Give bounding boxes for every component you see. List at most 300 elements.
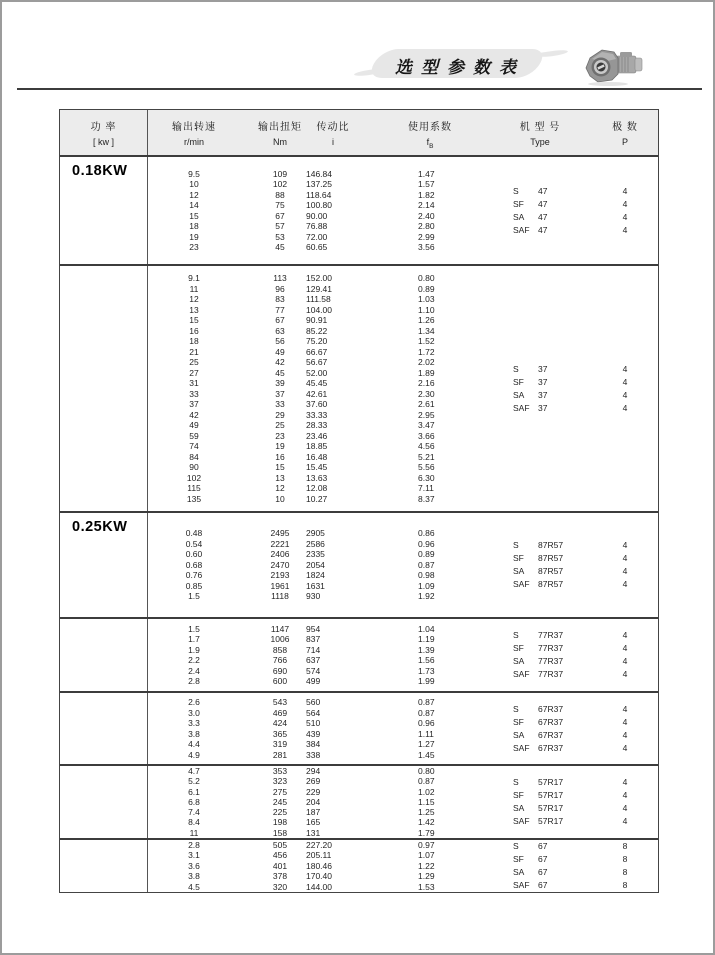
- model-size: 77R37: [538, 669, 564, 679]
- output-speed-value: 21: [189, 346, 199, 357]
- output-speed-value: 31: [189, 378, 199, 388]
- output-speed-value: 4.5: [188, 881, 200, 892]
- output-torque-value: 25: [275, 420, 285, 430]
- model-prefix: SA: [513, 389, 525, 400]
- ratio-value: 37.60: [306, 399, 328, 409]
- power-section-label: 0.25KW: [72, 519, 128, 535]
- output-speed-value: 25: [189, 357, 199, 367]
- poles-value: 8: [622, 880, 628, 890]
- model-size: 57R17: [538, 816, 564, 826]
- model-prefix: S: [513, 703, 519, 714]
- table-block: [60, 764, 658, 838]
- service-factor-value: 1.19: [418, 634, 435, 644]
- service-factor-value: 3.47: [418, 420, 435, 430]
- ratio-value: 28.33: [306, 420, 328, 430]
- output-torque-value: 2495: [270, 528, 290, 539]
- model-size: 37: [538, 376, 548, 387]
- title-banner: [360, 46, 560, 82]
- output-speed-value: 0.54: [185, 538, 203, 549]
- output-torque-value: 12: [275, 483, 285, 493]
- output-speed-value: 0.85: [185, 580, 203, 591]
- model-prefix: S: [513, 777, 519, 787]
- model-row: [513, 539, 653, 552]
- output-speed-value: 8.4: [188, 817, 200, 828]
- power-cell: [60, 693, 148, 764]
- model-row: [513, 185, 653, 198]
- output-speed-value: 84: [189, 451, 199, 462]
- model-size: 47: [538, 224, 548, 235]
- output-speed-value: 15: [189, 315, 199, 325]
- ratio-value: 152.00: [306, 273, 332, 283]
- ratio-value: 18.85: [306, 441, 328, 451]
- service-factor-value: 0.87: [418, 707, 435, 718]
- ratio-value: 954: [306, 623, 321, 634]
- service-factor-value: 2.61: [418, 399, 435, 409]
- ratio-value: 72.00: [306, 231, 328, 242]
- model-row: [513, 565, 653, 578]
- ratio-value: 56.67: [306, 357, 328, 367]
- model-row: [513, 879, 653, 892]
- output-torque-value: 2470: [270, 559, 290, 570]
- poles-value: 4: [622, 566, 628, 576]
- output-speed-value: 4.7: [188, 766, 200, 777]
- output-torque-value: 158: [272, 827, 288, 838]
- table-body: [60, 157, 658, 892]
- ratio-value: 837: [306, 634, 321, 644]
- poles-value: 8: [622, 867, 628, 877]
- output-torque-value: 1961: [270, 580, 290, 591]
- output-torque-value: 323: [272, 776, 288, 787]
- output-speed-value: 0.76: [185, 570, 203, 581]
- ratio-value: 560: [306, 697, 321, 707]
- output-torque-value: 67: [275, 315, 285, 325]
- service-factor-value: 0.87: [418, 559, 435, 570]
- ratio-value: 66.67: [306, 346, 328, 357]
- table-block: [60, 157, 658, 264]
- service-factor-value: 1.99: [418, 676, 435, 686]
- ratio-value: 10.27: [306, 493, 328, 504]
- ratio-value: 85.22: [306, 325, 328, 336]
- model-prefix: S: [513, 185, 519, 196]
- poles-value: 8: [622, 854, 628, 864]
- output-torque-value: 858: [272, 644, 288, 655]
- output-torque-value: 365: [272, 728, 288, 739]
- ratio-value: 439: [306, 728, 321, 739]
- service-factor-value: 1.92: [418, 591, 435, 602]
- output-speed-value: 18: [189, 336, 199, 346]
- poles-value: 4: [622, 402, 628, 413]
- output-torque-value: 33: [275, 399, 285, 409]
- model-size: 57R17: [538, 803, 564, 813]
- ratio-value: 510: [306, 718, 321, 728]
- poles-value: 4: [622, 803, 628, 813]
- model-prefix: SF: [513, 643, 524, 653]
- service-factor-value: 1.89: [418, 367, 435, 378]
- poles-value: 4: [622, 643, 628, 653]
- poles-value: 4: [622, 376, 628, 387]
- service-factor-value: 2.95: [418, 409, 435, 420]
- output-speed-value: 3.1: [188, 850, 200, 861]
- service-factor-value: 1.53: [418, 881, 435, 892]
- output-speed-value: 1.5: [188, 623, 200, 634]
- output-torque-value: 378: [272, 871, 288, 882]
- output-torque-value: 96: [275, 283, 285, 294]
- service-factor-value: 0.87: [418, 697, 435, 707]
- service-factor-value: 0.89: [418, 549, 435, 560]
- model-prefix: SF: [513, 854, 524, 864]
- poles-value: 4: [622, 540, 628, 550]
- ratio-value: 227.20: [306, 839, 332, 850]
- service-factor-value: 1.52: [418, 336, 435, 346]
- power-cell: [60, 513, 148, 617]
- service-factor-value: 1.39: [418, 644, 435, 655]
- output-torque-value: 19: [275, 441, 285, 451]
- ratio-value: 384: [306, 739, 321, 749]
- output-torque-value: 456: [272, 850, 288, 861]
- service-factor-value: 7.11: [418, 483, 434, 493]
- model-row: [513, 224, 653, 237]
- service-factor-value: 1.47: [418, 168, 435, 179]
- service-factor-value: 1.29: [418, 871, 435, 882]
- page-title: 选型参数表: [395, 58, 525, 77]
- model-size: 57R17: [538, 790, 564, 800]
- model-row: [513, 802, 653, 815]
- service-factor-value: 1.34: [418, 325, 435, 336]
- ratio-value: 930: [306, 591, 321, 602]
- output-speed-value: 12: [189, 189, 199, 200]
- model-row: [513, 198, 653, 211]
- poles-value: 4: [622, 389, 628, 400]
- ratio-value: 714: [306, 644, 321, 655]
- output-torque-value: 320: [272, 881, 288, 892]
- ratio-value: 637: [306, 655, 321, 665]
- output-speed-value: 15: [189, 210, 199, 221]
- column-header-power: 功 率 [ kw ]: [60, 110, 148, 155]
- service-factor-value: 1.22: [418, 860, 435, 871]
- model-prefix: S: [513, 540, 519, 550]
- model-size: 67: [538, 867, 548, 877]
- model-row: [513, 866, 653, 879]
- model-prefix: SF: [513, 198, 524, 209]
- output-speed-value: 2.8: [188, 676, 200, 686]
- table-header: [60, 110, 658, 157]
- output-torque-value: 42: [275, 357, 285, 367]
- service-factor-value: 1.57: [418, 179, 435, 189]
- model-row: [513, 211, 653, 224]
- model-size: 77R37: [538, 656, 564, 666]
- output-torque-value: 29: [275, 409, 285, 420]
- ratio-value: 90.91: [306, 315, 328, 325]
- output-speed-value: 18: [189, 221, 199, 231]
- service-factor-value: 6.30: [418, 472, 435, 483]
- ratio-value: 52.00: [306, 367, 328, 378]
- output-speed-value: 135: [186, 493, 202, 504]
- poles-value: 4: [622, 816, 628, 826]
- output-torque-value: 281: [272, 749, 288, 760]
- poles-value: 4: [622, 716, 628, 727]
- service-factor-value: 1.09: [418, 580, 435, 591]
- output-speed-value: 2.8: [188, 839, 200, 850]
- model-list: [513, 619, 653, 691]
- output-speed-value: 1.7: [188, 634, 200, 644]
- ratio-value: 294: [306, 766, 321, 777]
- service-factor-value: 1.07: [418, 850, 435, 861]
- output-torque-value: 469: [272, 707, 288, 718]
- output-torque-value: 113: [273, 273, 287, 283]
- output-torque-value: 225: [272, 807, 288, 818]
- table-block: [60, 838, 658, 892]
- service-factor-value: 1.72: [418, 346, 435, 357]
- model-prefix: SAF: [513, 402, 530, 413]
- ratio-value: 229: [306, 786, 321, 797]
- ratio-value: 187: [306, 807, 321, 818]
- output-torque-value: 53: [275, 231, 285, 242]
- model-prefix: SA: [513, 656, 525, 666]
- model-row: [513, 402, 653, 415]
- table-block: [60, 511, 658, 617]
- column-header-model: 机 型 号 Type: [519, 122, 561, 147]
- model-row: [513, 389, 653, 402]
- output-torque-value: 600: [272, 676, 288, 686]
- output-speed-value: 9.5: [188, 168, 200, 179]
- output-torque-value: 67: [275, 210, 285, 221]
- output-torque-value: 63: [275, 325, 285, 336]
- model-row: [513, 742, 653, 755]
- ratio-value: 2586: [306, 538, 325, 549]
- model-row: [513, 776, 653, 789]
- service-factor-value: 3.56: [418, 242, 435, 252]
- output-speed-value: 4.4: [188, 739, 200, 749]
- service-factor-value: 2.40: [418, 210, 435, 221]
- model-row: [513, 363, 653, 376]
- output-torque-value: 102: [272, 179, 288, 189]
- output-torque-value: 1147: [270, 623, 290, 634]
- poles-value: 4: [622, 211, 628, 222]
- model-size: 87R57: [538, 553, 564, 563]
- table-block: [60, 617, 658, 691]
- power-cell: [60, 157, 148, 264]
- model-row: [513, 815, 653, 828]
- ratio-value: 574: [306, 665, 321, 676]
- ratio-value: 104.00: [306, 304, 332, 315]
- output-torque-value: 23: [275, 430, 285, 441]
- ratio-value: 129.41: [306, 283, 332, 294]
- ratio-value: 146.84: [306, 168, 332, 179]
- model-size: 37: [538, 363, 548, 374]
- selection-parameter-table: [59, 109, 659, 893]
- output-speed-value: 12: [189, 294, 199, 304]
- model-row: [513, 853, 653, 866]
- model-list: [513, 157, 653, 264]
- poles-value: 4: [622, 742, 628, 753]
- output-torque-value: 15: [275, 462, 285, 472]
- output-speed-value: 5.2: [188, 776, 200, 787]
- output-speed-value: 6.8: [188, 796, 200, 807]
- poles-value: 4: [622, 198, 628, 209]
- ratio-value: 12.08: [306, 483, 328, 493]
- ratio-value: 16.48: [306, 451, 328, 462]
- poles-value: 8: [622, 841, 628, 851]
- output-torque-value: 2406: [270, 549, 290, 560]
- model-list: [513, 513, 653, 617]
- model-row: [513, 789, 653, 802]
- poles-value: 4: [622, 656, 628, 666]
- column-header-output-torque: 输出扭矩 Nm: [258, 122, 302, 147]
- model-row: [513, 629, 653, 642]
- ratio-value: 205.11: [306, 850, 332, 861]
- model-size: 67: [538, 841, 548, 851]
- output-speed-value: 74: [189, 441, 199, 451]
- output-torque-value: 319: [272, 739, 288, 749]
- model-prefix: S: [513, 630, 519, 640]
- model-row: [513, 716, 653, 729]
- output-torque-value: 245: [272, 796, 288, 807]
- output-speed-value: 19: [189, 231, 199, 242]
- column-header-output-speed: 输出转速 r/min: [172, 122, 216, 147]
- model-prefix: SAF: [513, 816, 530, 826]
- poles-value: 4: [622, 553, 628, 563]
- power-section-label: 0.18KW: [72, 163, 128, 179]
- output-speed-value: 3.6: [188, 860, 200, 871]
- model-size: 67R37: [538, 742, 564, 753]
- service-factor-value: 2.80: [418, 221, 435, 231]
- poles-value: 4: [622, 224, 628, 235]
- model-size: 37: [538, 402, 548, 413]
- output-speed-value: 42: [189, 409, 199, 420]
- output-speed-value: 102: [186, 472, 202, 483]
- power-cell: [60, 840, 148, 892]
- ratio-value: 2335: [306, 549, 325, 560]
- power-cell: [60, 766, 148, 838]
- model-size: 47: [538, 211, 548, 222]
- output-torque-value: 424: [272, 718, 288, 728]
- ratio-value: 45.45: [306, 378, 328, 388]
- output-speed-value: 2.4: [188, 665, 200, 676]
- ratio-value: 204: [306, 796, 321, 807]
- service-factor-value: 1.02: [418, 786, 435, 797]
- table-block: [60, 691, 658, 764]
- output-speed-value: 4.9: [188, 749, 200, 760]
- output-speed-value: 2.6: [188, 697, 200, 707]
- ratio-value: 180.46: [306, 860, 332, 871]
- ratio-value: 42.61: [306, 388, 328, 399]
- column-header-poles: 极 数 P: [612, 122, 638, 147]
- service-factor-value: 1.11: [418, 728, 434, 739]
- service-factor-value: 2.02: [418, 357, 435, 367]
- model-prefix: SAF: [513, 224, 530, 235]
- service-factor-value: 0.97: [418, 839, 435, 850]
- ratio-value: 75.20: [306, 336, 328, 346]
- ratio-value: 2905: [306, 528, 325, 539]
- service-factor-value: 3.66: [418, 430, 435, 441]
- output-torque-value: 10: [275, 493, 285, 504]
- ratio-value: 144.00: [306, 881, 332, 892]
- ratio-value: 170.40: [306, 871, 332, 882]
- output-torque-value: 75: [275, 200, 285, 210]
- model-prefix: SF: [513, 376, 524, 387]
- output-torque-value: 49: [275, 346, 285, 357]
- service-factor-value: 5.21: [418, 451, 435, 462]
- ratio-value: 338: [306, 749, 321, 760]
- service-factor-value: 1.73: [418, 665, 435, 676]
- output-speed-value: 49: [189, 420, 199, 430]
- output-speed-value: 14: [189, 200, 199, 210]
- model-size: 87R57: [538, 540, 564, 550]
- ratio-value: 564: [306, 707, 321, 718]
- output-torque-value: 37: [275, 388, 285, 399]
- output-torque-value: 690: [272, 665, 288, 676]
- poles-value: 4: [622, 669, 628, 679]
- poles-value: 4: [622, 363, 628, 374]
- output-torque-value: 2221: [270, 538, 290, 549]
- output-torque-value: 401: [272, 860, 288, 871]
- model-row: [513, 578, 653, 591]
- model-row: [513, 840, 653, 853]
- service-factor-value: 1.04: [418, 623, 435, 634]
- output-torque-value: 83: [275, 294, 285, 304]
- model-prefix: SAF: [513, 880, 530, 890]
- ratio-value: 269: [306, 776, 321, 787]
- model-prefix: S: [513, 363, 519, 374]
- model-prefix: SA: [513, 566, 525, 576]
- model-list: [513, 766, 653, 838]
- service-factor-value: 1.03: [418, 294, 435, 304]
- service-factor-value: 1.79: [418, 827, 435, 838]
- output-torque-value: 543: [272, 697, 288, 707]
- service-factor-value: 1.25: [418, 807, 435, 818]
- service-factor-value: 1.82: [418, 189, 435, 200]
- poles-value: 4: [622, 729, 628, 740]
- service-factor-value: 1.45: [418, 749, 435, 760]
- output-torque-value: 1118: [271, 591, 289, 602]
- model-prefix: SAF: [513, 579, 530, 589]
- service-factor-value: 0.98: [418, 570, 435, 581]
- model-list: [513, 266, 653, 511]
- service-factor-value: 0.96: [418, 718, 435, 728]
- output-speed-value: 3.8: [188, 728, 200, 739]
- model-list: [513, 693, 653, 764]
- service-factor-value: 2.30: [418, 388, 435, 399]
- column-header-service-factor: 使用系数 $f_B$: [408, 122, 452, 150]
- output-speed-value: 1.9: [188, 644, 200, 655]
- model-prefix: SA: [513, 729, 525, 740]
- output-torque-value: 275: [272, 786, 288, 797]
- output-speed-value: 90: [189, 462, 199, 472]
- model-prefix: SF: [513, 790, 524, 800]
- model-prefix: SA: [513, 803, 525, 813]
- output-torque-value: 13: [275, 472, 285, 483]
- ratio-value: 23.46: [306, 430, 328, 441]
- output-speed-value: 7.4: [188, 807, 200, 818]
- service-factor-value: 1.10: [418, 304, 435, 315]
- model-row: [513, 552, 653, 565]
- ratio-value: 90.00: [306, 210, 328, 221]
- output-speed-value: 0.48: [185, 528, 203, 539]
- model-row: [513, 703, 653, 716]
- model-size: 47: [538, 198, 548, 209]
- model-prefix: SF: [513, 553, 524, 563]
- output-speed-value: 3.8: [188, 871, 200, 882]
- output-speed-value: 10: [189, 179, 199, 189]
- service-factor-value: 1.26: [418, 315, 435, 325]
- ratio-value: 111.58: [306, 294, 331, 304]
- poles-value: 4: [622, 630, 628, 640]
- output-speed-value: 16: [189, 325, 199, 336]
- output-speed-value: 0.68: [185, 559, 203, 570]
- service-factor-value: 1.27: [418, 739, 435, 749]
- column-header-ratio: 传动比 i: [316, 122, 350, 147]
- service-factor-value: 0.87: [418, 776, 435, 787]
